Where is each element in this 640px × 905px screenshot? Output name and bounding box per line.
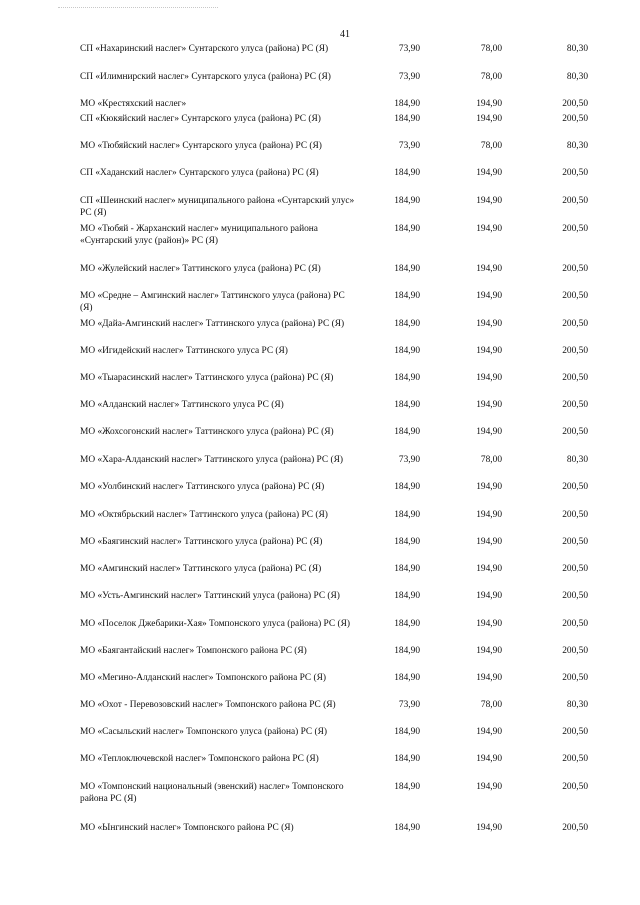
row-value-2: 194,90 (476, 400, 502, 410)
row-value-3: 200,50 (562, 99, 588, 109)
row-name: МО «Поселок Джебарики-Хая» Томпонского улуса (района) РС (Я) (80, 619, 350, 629)
row-name: МО «Тюбяй - Жарханский наслег» муниципального района «Сунтарский улус (район)» РС (Я) (80, 224, 318, 246)
row-name: МО «Хара-Алданский наслег» Таттинского улуса (района) РС (Я) (80, 455, 343, 465)
row-value-1: 184,90 (394, 537, 420, 547)
row-name: МО «Крестяхский наслег» (80, 99, 187, 109)
row-value-2: 194,90 (476, 346, 502, 356)
row-name: СП «Илимнирский наслег» Сунтарского улуса (района) РС (Я) (80, 72, 331, 82)
row-name: МО «Дайа-Амгинский наслег» Таттинского улуса (района) РС (Я) (80, 319, 345, 329)
row-value-3: 200,50 (562, 564, 588, 574)
table-row (0, 619, 640, 643)
row-value-2: 194,90 (476, 373, 502, 383)
row-name: МО «Амгинский наслег» Таттинского улуса (района) РС (Я) (80, 564, 322, 574)
row-value-2: 78,00 (480, 72, 502, 82)
row-name: МО «Октябрьский наслег» Таттинского улуса (района) РС (Я) (80, 510, 328, 520)
row-value-1: 184,90 (394, 224, 420, 234)
row-value-3: 200,50 (562, 427, 588, 437)
table-row (0, 264, 640, 288)
row-value-2: 194,90 (476, 537, 502, 547)
row-name: МО «Томпонский национальный (эвенский) наслег» Томпонского района РС (Я) (80, 782, 344, 804)
row-value-2: 194,90 (476, 427, 502, 437)
row-value-1: 184,90 (394, 264, 420, 274)
row-name: МО «Теплоключевской наслег» Томпонского района РС (Я) (80, 754, 319, 764)
row-name: МО «Алданский наслег» Таттинского улуса РС (Я) (80, 400, 284, 410)
row-value-3: 200,50 (562, 727, 588, 737)
table-row (0, 224, 640, 248)
row-name: МО «Тыарасинский наслег» Таттинского улуса (района) РС (Я) (80, 373, 334, 383)
row-name: МО «Охот - Перевозовский наслег» Томпонского района РС (Я) (80, 700, 336, 710)
table-row (0, 510, 640, 534)
row-name: МО «Игидейский наслег» Таттинского улуса РС (Я) (80, 346, 288, 356)
row-value-1: 184,90 (394, 754, 420, 764)
row-value-2: 194,90 (476, 196, 502, 206)
row-value-1: 73,90 (398, 72, 420, 82)
row-value-3: 200,50 (562, 114, 588, 124)
table-row (0, 754, 640, 778)
row-value-3: 200,50 (562, 823, 588, 833)
table-row (0, 196, 640, 220)
row-value-2: 194,90 (476, 264, 502, 274)
row-value-2: 78,00 (480, 455, 502, 465)
table-row (0, 373, 640, 397)
row-value-2: 194,90 (476, 319, 502, 329)
table-row (0, 291, 640, 315)
row-value-1: 184,90 (394, 196, 420, 206)
page-number: 41 (340, 29, 350, 40)
row-value-3: 200,50 (562, 196, 588, 206)
row-value-3: 200,50 (562, 591, 588, 601)
row-value-3: 80,30 (566, 72, 588, 82)
row-value-2: 194,90 (476, 291, 502, 301)
row-value-1: 184,90 (394, 373, 420, 383)
row-value-1: 184,90 (394, 564, 420, 574)
table-row (0, 646, 640, 670)
table-row (0, 727, 640, 751)
row-value-3: 200,50 (562, 673, 588, 683)
row-value-2: 194,90 (476, 646, 502, 656)
row-name: МО «Баягинский наслег» Таттинского улуса (района) РС (Я) (80, 537, 323, 547)
row-value-3: 80,30 (566, 455, 588, 465)
row-value-2: 194,90 (476, 782, 502, 792)
row-value-3: 200,50 (562, 510, 588, 520)
row-value-3: 80,30 (566, 700, 588, 710)
row-name: СП «Хаданский наслег» Сунтарского улуса (района) РС (Я) (80, 168, 319, 178)
row-value-2: 194,90 (476, 619, 502, 629)
row-name: МО «Мегино-Алданский наслег» Томпонского района РС (Я) (80, 673, 326, 683)
row-value-1: 184,90 (394, 168, 420, 178)
row-value-2: 194,90 (476, 168, 502, 178)
row-value-2: 194,90 (476, 754, 502, 764)
row-value-3: 200,50 (562, 782, 588, 792)
row-value-3: 200,50 (562, 646, 588, 656)
table-row (0, 823, 640, 847)
row-value-3: 200,50 (562, 754, 588, 764)
row-value-1: 184,90 (394, 482, 420, 492)
row-value-1: 184,90 (394, 510, 420, 520)
row-value-2: 194,90 (476, 564, 502, 574)
row-value-2: 194,90 (476, 591, 502, 601)
row-value-1: 184,90 (394, 646, 420, 656)
row-value-2: 78,00 (480, 141, 502, 151)
row-value-3: 200,50 (562, 224, 588, 234)
row-name: МО «Ынгинский наслег» Томпонского района РС (Я) (80, 823, 294, 833)
row-value-3: 200,50 (562, 537, 588, 547)
row-value-3: 80,30 (566, 44, 588, 54)
row-value-2: 194,90 (476, 482, 502, 492)
row-value-1: 73,90 (398, 700, 420, 710)
row-value-1: 184,90 (394, 346, 420, 356)
row-name: СП «Нахаринский наслег» Сунтарского улуса (района) РС (Я) (80, 44, 329, 54)
row-value-3: 200,50 (562, 400, 588, 410)
table-row (0, 141, 640, 165)
row-name: МО «Жулейский наслег» Таттинского улуса (района) РС (Я) (80, 264, 321, 274)
row-value-2: 194,90 (476, 99, 502, 109)
row-value-3: 200,50 (562, 373, 588, 383)
row-value-2: 78,00 (480, 700, 502, 710)
table-row (0, 591, 640, 615)
table-row (0, 319, 640, 343)
row-name: МО «Средне – Амгинский наслег» Таттинского улуса (района) РС (Я) (80, 291, 345, 313)
row-value-3: 200,50 (562, 619, 588, 629)
table-row (0, 537, 640, 561)
table-row (0, 700, 640, 724)
row-value-3: 200,50 (562, 319, 588, 329)
table-row (0, 114, 640, 138)
table-row (0, 400, 640, 424)
row-value-3: 200,50 (562, 346, 588, 356)
row-value-3: 200,50 (562, 264, 588, 274)
row-value-1: 184,90 (394, 400, 420, 410)
table-row (0, 673, 640, 697)
row-value-1: 184,90 (394, 619, 420, 629)
row-name: СП «Шеинский наслег» муниципального района «Сунтарский улус» РС (Я) (80, 196, 355, 218)
row-value-1: 184,90 (394, 591, 420, 601)
table-row (0, 72, 640, 96)
row-value-3: 200,50 (562, 291, 588, 301)
row-value-1: 184,90 (394, 727, 420, 737)
row-name: МО «Сасыльский наслег» Томпонского улуса (района) РС (Я) (80, 727, 328, 737)
row-value-3: 80,30 (566, 141, 588, 151)
table-row (0, 44, 640, 68)
row-value-2: 194,90 (476, 673, 502, 683)
row-value-3: 200,50 (562, 168, 588, 178)
row-value-2: 194,90 (476, 823, 502, 833)
row-value-1: 184,90 (394, 427, 420, 437)
row-value-2: 78,00 (480, 44, 502, 54)
row-value-3: 200,50 (562, 482, 588, 492)
row-name: МО «Жохсогонский наслег» Таттинского улуса (района) РС (Я) (80, 427, 334, 437)
row-name: СП «Кюкяйский наслег» Сунтарского улуса (района) РС (Я) (80, 114, 321, 124)
row-value-2: 194,90 (476, 224, 502, 234)
row-name: МО «Баягантайский наслег» Томпонского района РС (Я) (80, 646, 307, 656)
row-name: МО «Уолбинский наслег» Таттинского улуса (района) РС (Я) (80, 482, 325, 492)
table-row (0, 346, 640, 370)
row-value-1: 184,90 (394, 291, 420, 301)
row-value-2: 194,90 (476, 510, 502, 520)
row-value-1: 184,90 (394, 99, 420, 109)
table-row (0, 455, 640, 479)
row-name: МО «Усть-Амгинский наслег» Таттинский улуса (района) РС (Я) (80, 591, 340, 601)
table-row (0, 168, 640, 192)
row-value-1: 73,90 (398, 455, 420, 465)
table-row (0, 564, 640, 588)
row-value-1: 73,90 (398, 44, 420, 54)
row-value-2: 194,90 (476, 114, 502, 124)
row-value-1: 184,90 (394, 782, 420, 792)
row-name: МО «Тюбяйский наслег» Сунтарского улуса (района) РС (Я) (80, 141, 322, 151)
table-row (0, 427, 640, 451)
row-value-2: 194,90 (476, 727, 502, 737)
row-value-1: 184,90 (394, 319, 420, 329)
row-value-1: 73,90 (398, 141, 420, 151)
row-value-1: 184,90 (394, 673, 420, 683)
table-row (0, 482, 640, 506)
row-value-1: 184,90 (394, 114, 420, 124)
table-row (0, 782, 640, 806)
row-value-1: 184,90 (394, 823, 420, 833)
